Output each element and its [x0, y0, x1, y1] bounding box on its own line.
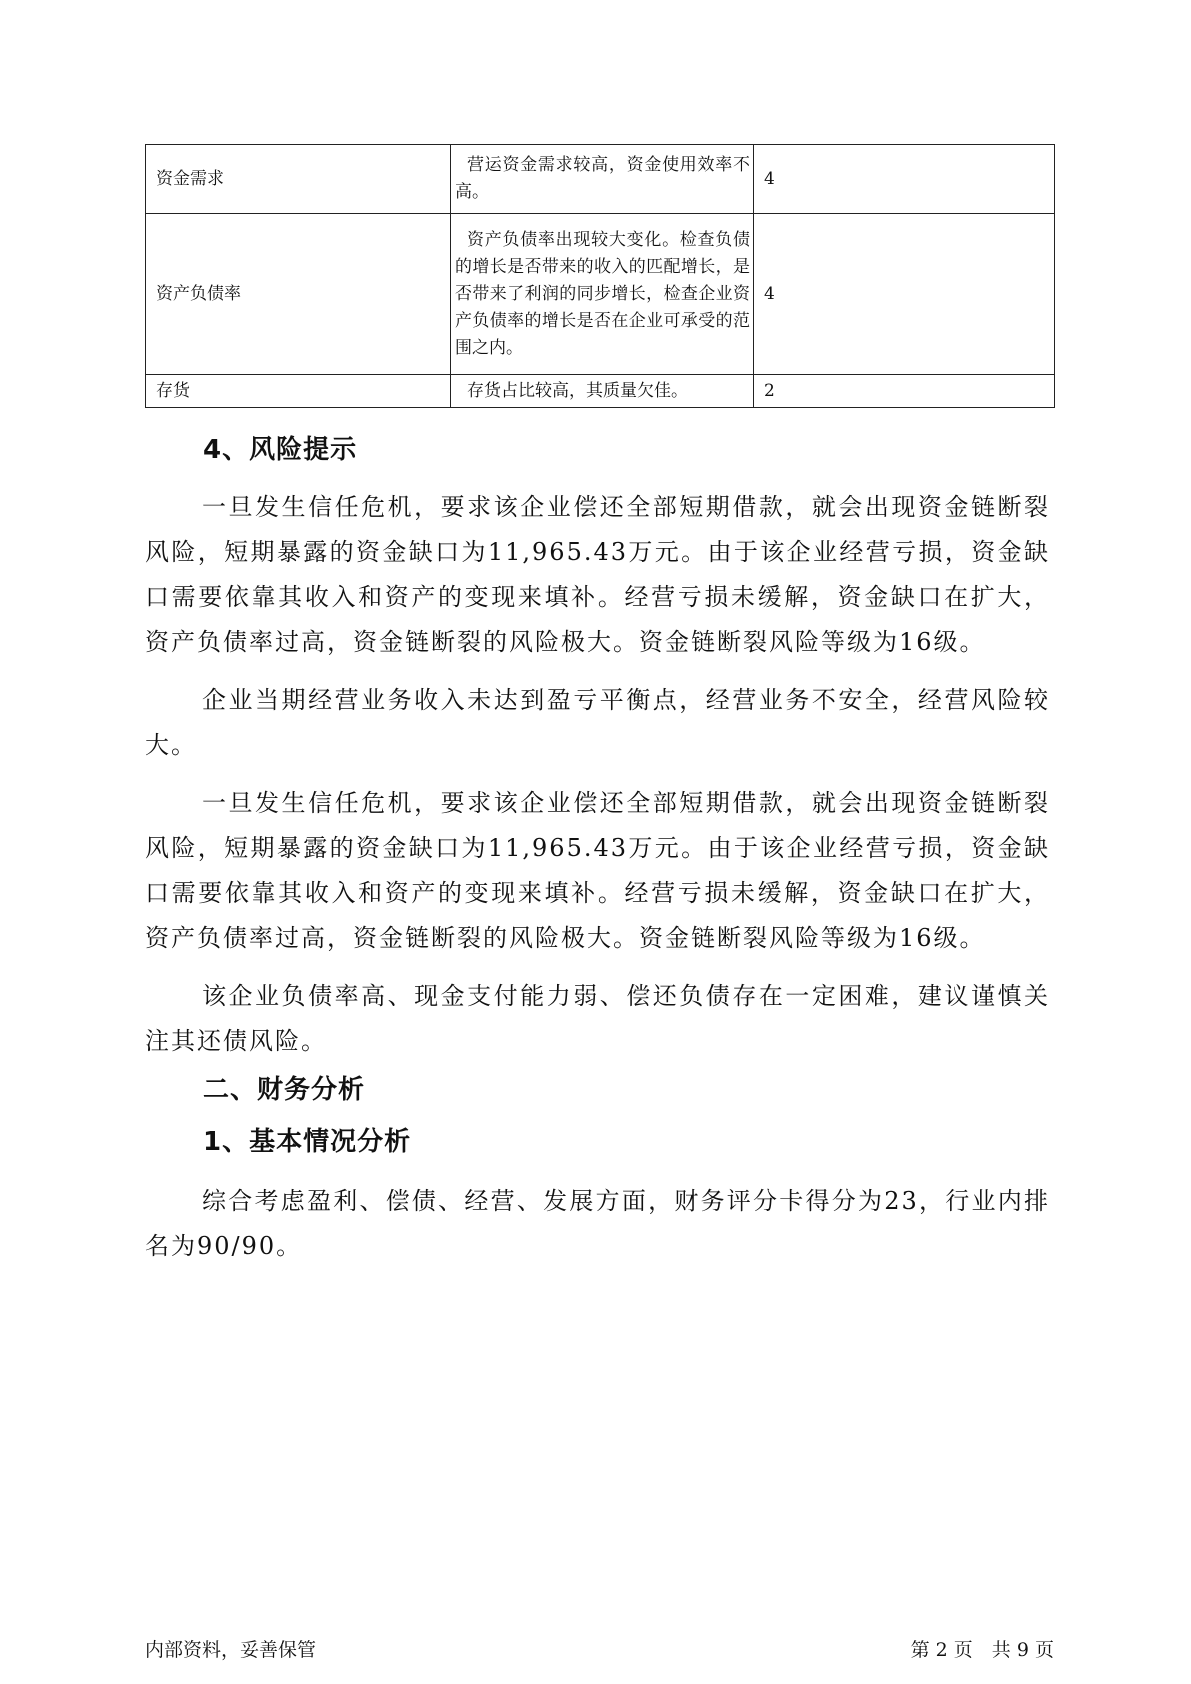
page-number-current: 2: [935, 1639, 948, 1661]
table-row: [146, 375, 1055, 408]
table-cell-item: 资金需求: [146, 145, 451, 214]
section-heading-basic-analysis: 1、基本情况分析: [203, 1127, 412, 1157]
table-cell-item: 存货: [146, 375, 451, 408]
page-number-mid: 页 共: [953, 1639, 1011, 1661]
paragraph: 该企业负债率高、现金支付能力弱、偿还负债存在一定困难，建议谨慎关注其还债风险。: [145, 982, 1050, 1055]
document-body: [145, 430, 1050, 1269]
risk-indicator-table: [145, 144, 1055, 408]
paragraph: 综合考虑盈利、偿债、经营、发展方面，财务评分卡得分为23，行业内排名为90/90。: [145, 1187, 1050, 1260]
section-heading-risk-warning: 4、风险提示: [203, 435, 358, 465]
paragraph: 一旦发生信任危机，要求该企业偿还全部短期借款，就会出现资金链断裂风险，短期暴露的资金缺口为11,965.43万元。由于该企业经营亏损，资金缺口需要依靠其收入和资产的变现来填补。经营亏损未缓解，资金缺口在扩大，资产负债率过高，资金链断裂的风险极大。资金链断裂风险等级为16级。: [145, 789, 1050, 952]
table-cell-description: 资产负债率出现较大变化。检查负债的增长是否带来的收入的匹配增长，是否带来了利润的同步增长，检查企业资产负债率的增长是否在企业可承受的范围之内。: [451, 214, 754, 375]
table-cell-score: 4: [754, 145, 1055, 214]
page-number-suffix: 页: [1034, 1639, 1054, 1661]
page-number-total: 9: [1016, 1639, 1029, 1661]
page-number: [911, 1638, 1054, 1662]
paragraph: 企业当期经营业务收入未达到盈亏平衡点，经营业务不安全，经营风险较大。: [145, 686, 1050, 759]
table-cell-item: 资产负债率: [146, 214, 451, 375]
paragraph: 一旦发生信任危机，要求该企业偿还全部短期借款，就会出现资金链断裂风险，短期暴露的资金缺口为11,965.43万元。由于该企业经营亏损，资金缺口需要依靠其收入和资产的变现来填补。经营亏损未缓解，资金缺口在扩大，资产负债率过高，资金链断裂的风险极大。资金链断裂风险等级为16级。: [145, 493, 1050, 656]
table-cell-description: 存货占比较高，其质量欠佳。: [451, 375, 754, 408]
page-number-prefix: 第: [910, 1639, 930, 1661]
confidential-notice: 内部资料，妥善保管: [145, 1639, 317, 1661]
table-cell-score: 2: [754, 375, 1055, 408]
table-cell-score: 4: [754, 214, 1055, 375]
table-row: [146, 145, 1055, 214]
table-row: [146, 214, 1055, 375]
section-heading-financial-analysis: 二、财务分析: [203, 1075, 366, 1105]
table-cell-description: 营运资金需求较高，资金使用效率不高。: [451, 145, 754, 214]
